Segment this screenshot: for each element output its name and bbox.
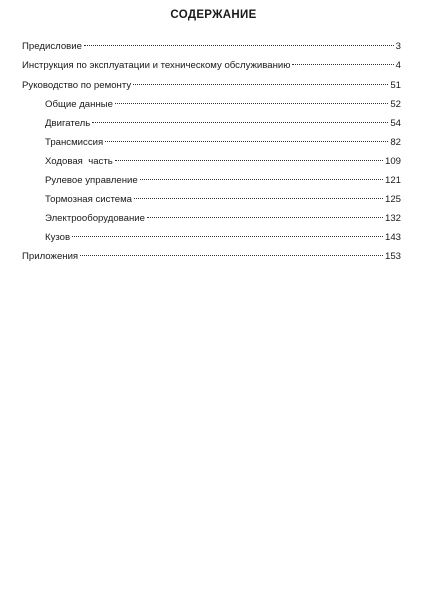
toc-entry-page: 109	[384, 156, 401, 167]
toc-entry-label: Тормозная система	[45, 194, 133, 205]
dot-leader	[134, 190, 383, 202]
toc-entry-page: 125	[384, 194, 401, 205]
toc-entry-transmission	[45, 133, 401, 149]
toc-entry-label: Инструкция по эксплуатации и техническому обслуживанию	[22, 60, 291, 71]
toc-entry-page: 82	[390, 137, 401, 148]
toc-entry-label: Приложения	[22, 251, 79, 262]
toc-entry-page: 3	[395, 41, 401, 52]
dot-leader	[84, 37, 394, 49]
toc-entry-engine	[45, 114, 401, 130]
toc-entry-steering	[45, 171, 401, 187]
toc-entry-appendices	[22, 247, 401, 263]
toc-entry-preface	[22, 37, 401, 53]
dot-leader	[147, 209, 383, 221]
toc-entry-repair-guide	[22, 76, 401, 92]
dot-leader	[292, 56, 393, 68]
toc-entry-page: 121	[384, 175, 401, 186]
dot-leader	[133, 76, 388, 88]
dot-leader	[105, 133, 388, 145]
toc-entry-page: 143	[384, 232, 401, 243]
toc-entry-chassis	[45, 152, 401, 168]
toc-entry-page: 54	[390, 118, 401, 129]
toc-entry-brakes	[45, 190, 401, 206]
toc-entry-page: 132	[384, 213, 401, 224]
toc-entry-body	[45, 228, 401, 244]
toc-entry-page: 52	[390, 99, 401, 110]
toc-entry-label: Рулевое управление	[45, 175, 138, 186]
toc-entry-page: 4	[395, 60, 401, 71]
dot-leader	[92, 114, 388, 126]
toc-entry-label: Общие данные	[45, 99, 113, 110]
toc-entry-general-data	[45, 95, 401, 111]
toc-entry-page: 153	[384, 251, 401, 262]
toc-entry-label: Двигатель	[45, 118, 91, 129]
toc-entry-label: Трансмиссия	[45, 137, 104, 148]
toc-entry-label: Руководство по ремонту	[22, 80, 132, 91]
toc-entry-label: Электрооборудование	[45, 213, 146, 224]
toc-entry-label: Ходовая часть	[45, 156, 113, 167]
dot-leader	[115, 95, 388, 107]
toc-entry-label: Предисловие	[22, 41, 82, 52]
toc-entry-page: 51	[390, 80, 401, 91]
page-title: СОДЕРЖАНИЕ	[170, 9, 257, 21]
toc-entry-label: Кузов	[45, 232, 71, 243]
toc-entry-operation-manual	[22, 56, 401, 72]
dot-leader	[72, 228, 383, 240]
dot-leader	[115, 152, 383, 164]
toc-entry-electrical	[45, 209, 401, 225]
dot-leader	[80, 247, 383, 259]
dot-leader	[140, 171, 383, 183]
